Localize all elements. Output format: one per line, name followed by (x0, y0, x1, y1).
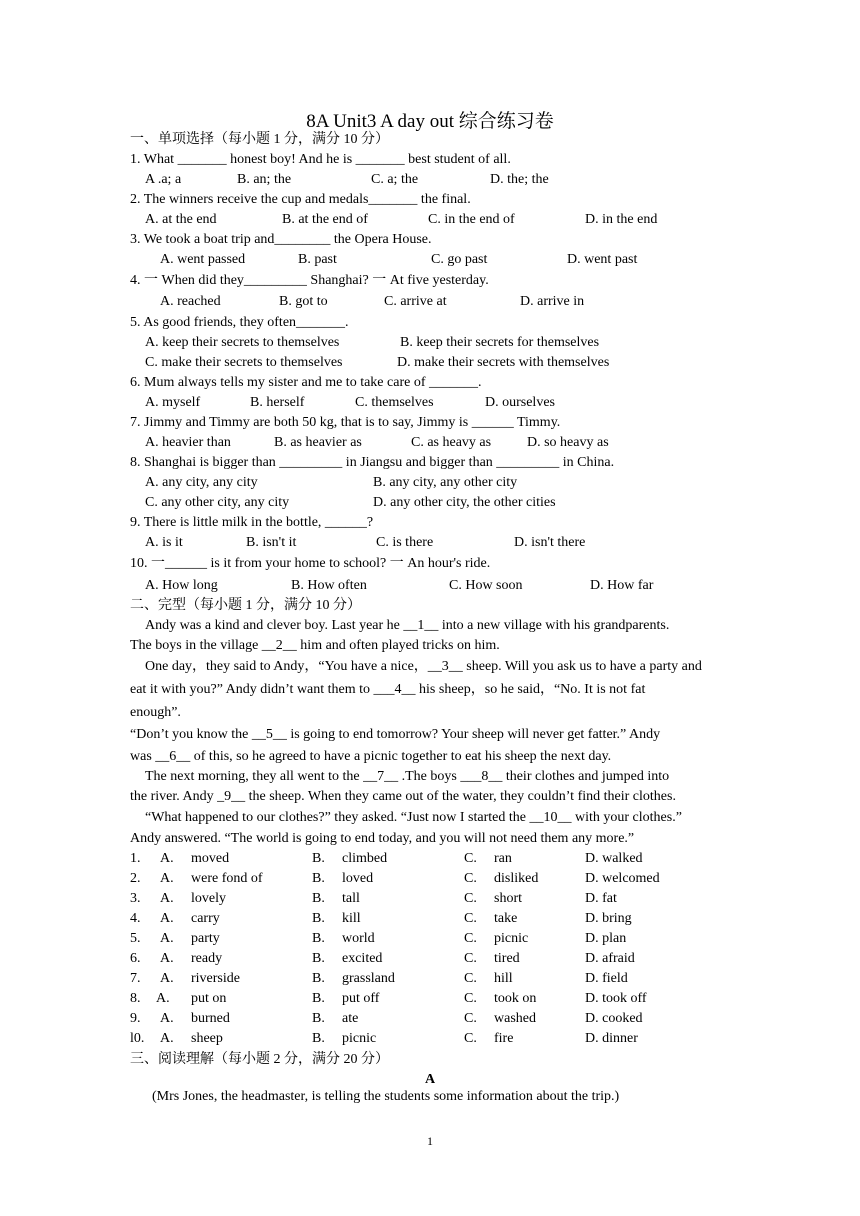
cloze-option-b: loved (342, 871, 374, 886)
cloze-option-c: short (494, 891, 522, 906)
cloze-line-6: “Don’t you know the __5__ is going to end tomorrow? Your sheep will never get fatter.” Andy (130, 727, 661, 742)
cloze-line-7: was __6__ of this, so he agreed to have a picnic together to eat his sheep the next day. (130, 749, 612, 764)
question-8: 8. Shanghai is bigger than _________ in Jiangsu and bigger than _________ in China. (130, 455, 615, 470)
cloze-option-c-letter: C. (464, 851, 477, 866)
cloze-option-c: ran (494, 851, 512, 866)
cloze-option-b: put off (342, 991, 380, 1006)
cloze-option-d: D. fat (585, 891, 617, 906)
cloze-option-c: fire (494, 1031, 514, 1046)
section-heading-mc: 一、单项选择（每小题 1 分，满分 10 分） (130, 132, 389, 147)
section-heading-reading: 三、阅读理解（每小题 2 分，满分 20 分） (130, 1052, 389, 1067)
cloze-option-c-letter: C. (464, 931, 477, 946)
question-10: 10. 一______ is it from your home to school? 一 An hour's ride. (130, 556, 491, 571)
cloze-line-11: Andy answered. “The world is going to end today, and you will not need them any more.” (130, 831, 635, 846)
cloze-option-a: put on (191, 991, 227, 1006)
option-1b: B. an; the (237, 172, 292, 187)
option-1c: C. a; the (371, 172, 419, 187)
question-7: 7. Jimmy and Timmy are both 50 kg, that is to say, Jimmy is ______ Timmy. (130, 415, 561, 430)
cloze-option-number: 1. (130, 851, 141, 866)
option-2d: D. in the end (585, 212, 658, 227)
cloze-option-a-letter: A. (160, 951, 174, 966)
cloze-option-b-letter: B. (312, 931, 325, 946)
option-1a: A .a; a (145, 172, 182, 187)
cloze-option-d: D. cooked (585, 1011, 643, 1026)
option-3b: B. past (298, 252, 337, 267)
cloze-option-c-letter: C. (464, 911, 477, 926)
cloze-option-a: lovely (191, 891, 226, 906)
option-8b: B. any city, any other city (373, 475, 518, 490)
cloze-option-c-letter: C. (464, 951, 477, 966)
option-3c: C. go past (431, 252, 488, 267)
cloze-option-a: carry (191, 911, 220, 926)
cloze-option-a: burned (191, 1011, 230, 1026)
cloze-line-1: Andy was a kind and clever boy. Last year he __1__ into a new village with his grandparents. (145, 618, 670, 633)
cloze-option-d: D. plan (585, 931, 627, 946)
option-9b: B. isn't it (246, 535, 297, 550)
cloze-line-4: eat it with you?” Andy didn’t want them to ___4__ his sheep，so he said，“No. It is not fat (130, 682, 646, 697)
cloze-option-a-letter: A. (160, 871, 174, 886)
option-6c: C. themselves (355, 395, 434, 410)
cloze-option-b: excited (342, 951, 383, 966)
page-number: 1 (427, 1134, 433, 1148)
cloze-line-3: One day，they said to Andy，“You have a nice，__3__ sheep. Will you ask us to have a party and (145, 659, 702, 674)
cloze-option-c: hill (494, 971, 513, 986)
option-3a: A. went passed (160, 252, 246, 267)
cloze-option-c: took on (494, 991, 537, 1006)
cloze-option-d: D. dinner (585, 1031, 638, 1046)
cloze-option-number: 3. (130, 891, 141, 906)
cloze-option-c-letter: C. (464, 1011, 477, 1026)
passage-label: A (424, 1072, 436, 1087)
option-10d: D. How far (590, 578, 654, 593)
option-9c: C. is there (376, 535, 434, 550)
cloze-option-a-letter: A. (160, 1031, 174, 1046)
question-6: 6. Mum always tells my sister and me to take care of _______. (130, 375, 482, 390)
option-1d: D. the; the (490, 172, 549, 187)
option-9a: A. is it (145, 535, 183, 550)
cloze-option-d: D. field (585, 971, 628, 986)
cloze-option-d: D. took off (585, 991, 647, 1006)
cloze-option-b-letter: B. (312, 991, 325, 1006)
cloze-option-b-letter: B. (312, 951, 325, 966)
option-2a: A. at the end (145, 212, 217, 227)
cloze-option-c-letter: C. (464, 971, 477, 986)
cloze-line-10: “What happened to our clothes?” they asked. “Just now I started the __10__ with your clothes.” (145, 810, 682, 825)
cloze-option-c: take (494, 911, 518, 926)
question-4: 4. 一 When did they_________ Shanghai? 一 At five yesterday. (130, 273, 489, 288)
cloze-option-a-letter: A. (160, 1011, 174, 1026)
cloze-option-a-letter: A. (160, 971, 174, 986)
cloze-option-b-letter: B. (312, 1031, 325, 1046)
page-title: 8A Unit3 A day out 综合练习卷 (306, 111, 554, 132)
question-9: 9. There is little milk in the bottle, ______? (130, 515, 374, 530)
cloze-option-c-letter: C. (464, 1031, 477, 1046)
cloze-option-d: D. afraid (585, 951, 635, 966)
cloze-option-a-letter: A. (160, 931, 174, 946)
option-3d: D. went past (567, 252, 638, 267)
cloze-option-b: climbed (342, 851, 388, 866)
option-9d: D. isn't there (514, 535, 586, 550)
question-2: 2. The winners receive the cup and medals_______ the final. (130, 192, 471, 207)
cloze-option-a-letter: A. (160, 911, 174, 926)
option-5c: C. make their secrets to themselves (145, 355, 343, 370)
question-3: 3. We took a boat trip and________ the Opera House. (130, 232, 432, 247)
option-7b: B. as heavier as (274, 435, 362, 450)
cloze-option-c: tired (494, 951, 520, 966)
cloze-option-number: 9. (130, 1011, 141, 1026)
option-8a: A. any city, any city (145, 475, 258, 490)
option-7c: C. as heavy as (411, 435, 492, 450)
cloze-option-number: 4. (130, 911, 141, 926)
cloze-option-number: l0. (130, 1031, 145, 1046)
cloze-option-a-letter: A. (156, 991, 170, 1006)
cloze-option-b: world (342, 931, 375, 946)
cloze-option-c: picnic (494, 931, 529, 946)
cloze-option-a: moved (191, 851, 230, 866)
cloze-option-b: ate (342, 1011, 359, 1026)
cloze-option-a: riverside (191, 971, 240, 986)
cloze-option-b-letter: B. (312, 1011, 325, 1026)
question-1: 1. What _______ honest boy! And he is _______ best student of all. (130, 152, 511, 167)
option-6d: D. ourselves (485, 395, 555, 410)
option-4b: B. got to (279, 294, 328, 309)
cloze-option-a-letter: A. (160, 891, 174, 906)
cloze-option-c-letter: C. (464, 871, 477, 886)
cloze-option-a: were fond of (191, 871, 263, 886)
option-5a: A. keep their secrets to themselves (145, 335, 340, 350)
section-heading-cloze: 二、完型（每小题 1 分，满分 10 分） (130, 598, 361, 613)
option-4d: D. arrive in (520, 294, 585, 309)
cloze-option-a-letter: A. (160, 851, 174, 866)
option-6b: B. herself (250, 395, 305, 410)
cloze-line-9: the river. Andy _9__ the sheep. When they came out of the water, they couldn’t find their clothes. (130, 789, 676, 804)
option-5d: D. make their secrets with themselves (397, 355, 610, 370)
option-10a: A. How long (145, 578, 218, 593)
cloze-option-number: 8. (130, 991, 141, 1006)
cloze-option-c: disliked (494, 871, 539, 886)
cloze-line-2: The boys in the village __2__ him and often played tricks on him. (130, 638, 500, 653)
option-2c: C. in the end of (428, 212, 515, 227)
cloze-option-a: ready (191, 951, 223, 966)
cloze-option-d: D. welcomed (585, 871, 660, 886)
cloze-option-a: sheep (191, 1031, 223, 1046)
cloze-option-d: D. walked (585, 851, 643, 866)
cloze-option-b: tall (342, 891, 360, 906)
cloze-option-c-letter: C. (464, 991, 477, 1006)
question-5: 5. As good friends, they often_______. (130, 315, 349, 330)
option-5b: B. keep their secrets for themselves (400, 335, 600, 350)
option-8c: C. any other city, any city (145, 495, 290, 510)
cloze-option-b-letter: B. (312, 871, 325, 886)
cloze-option-a: party (191, 931, 220, 946)
option-4a: A. reached (160, 294, 221, 309)
cloze-option-b-letter: B. (312, 851, 325, 866)
cloze-option-number: 2. (130, 871, 141, 886)
option-2b: B. at the end of (282, 212, 368, 227)
cloze-option-c-letter: C. (464, 891, 477, 906)
cloze-option-number: 6. (130, 951, 141, 966)
cloze-option-b: kill (342, 911, 361, 926)
option-6a: A. myself (145, 395, 201, 410)
cloze-option-d: D. bring (585, 911, 632, 926)
cloze-option-b: grassland (342, 971, 395, 986)
option-4c: C. arrive at (384, 294, 447, 309)
cloze-option-c: washed (494, 1011, 536, 1026)
cloze-line-5: enough”. (130, 705, 181, 720)
option-10b: B. How often (291, 578, 367, 593)
cloze-line-8: The next morning, they all went to the __7__ .The boys ___8__ their clothes and jumped into (145, 769, 670, 784)
option-10c: C. How soon (449, 578, 523, 593)
cloze-option-b: picnic (342, 1031, 377, 1046)
option-8d: D. any other city, the other cities (373, 495, 556, 510)
cloze-option-b-letter: B. (312, 911, 325, 926)
option-7d: D. so heavy as (527, 435, 609, 450)
cloze-option-number: 7. (130, 971, 141, 986)
cloze-option-number: 5. (130, 931, 141, 946)
cloze-option-b-letter: B. (312, 891, 325, 906)
passage-intro: (Mrs Jones, the headmaster, is telling the students some information about the trip.) (152, 1089, 620, 1104)
cloze-option-b-letter: B. (312, 971, 325, 986)
option-7a: A. heavier than (145, 435, 231, 450)
